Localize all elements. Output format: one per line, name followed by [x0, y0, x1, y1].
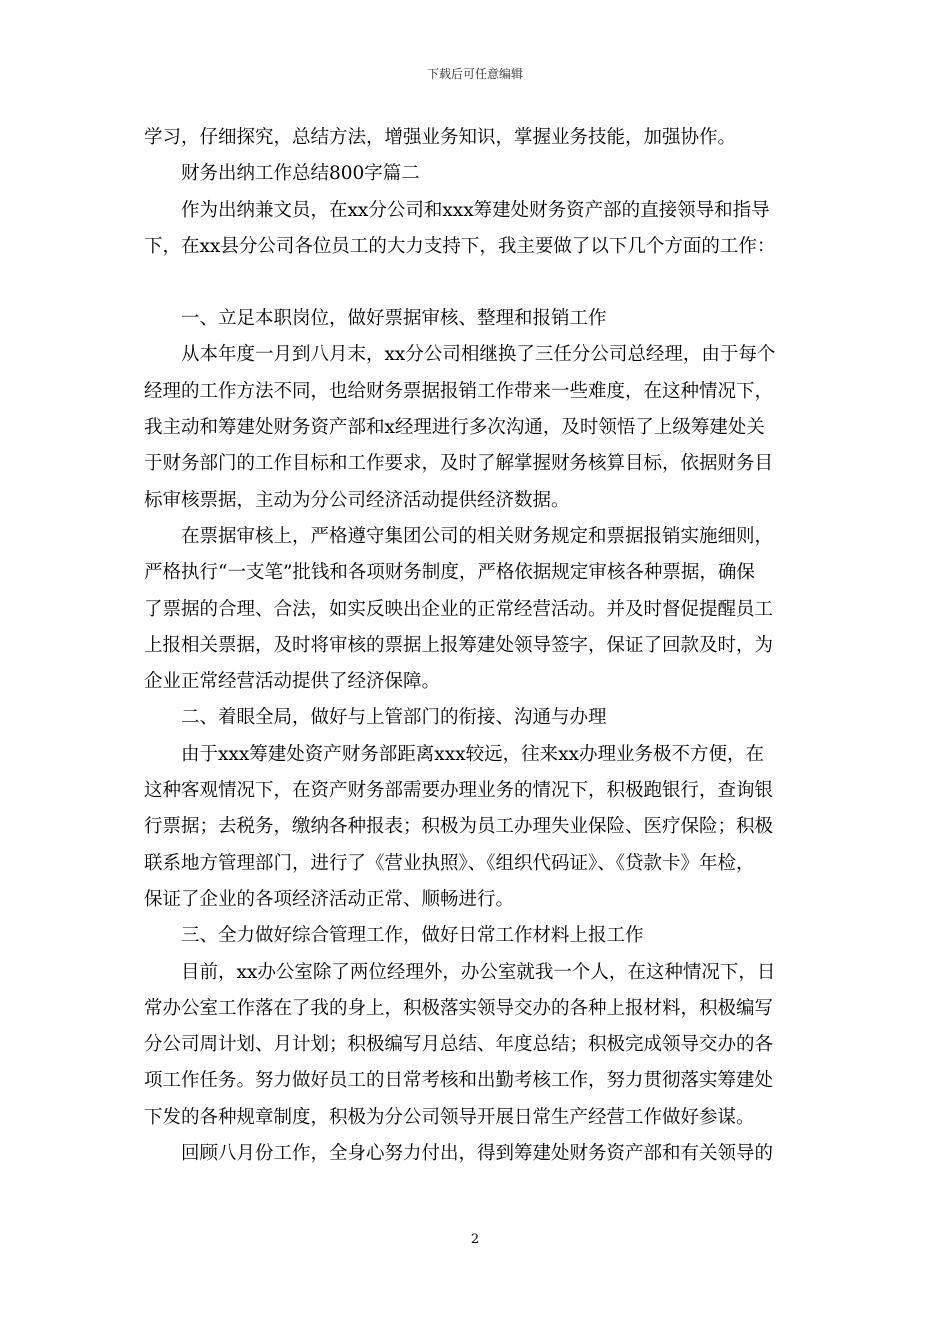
body-line: 行票据；去税务，缴纳各种报表；积极为员工办理失业保险、医疗保险；积极: [144, 816, 774, 838]
body-line: 下发的各种规章制度，积极为分公司领导开展日常生产经营工作做好参谋。: [144, 1106, 755, 1128]
section-heading: 二、着眼全局，做好与上管部门的衔接、沟通与办理: [181, 707, 607, 729]
body-line: 从本年度一月到八月末，xx分公司相继换了三任分公司总经理，由于每个: [181, 344, 776, 366]
document-body: [144, 120, 816, 1172]
body-line: 经理的工作方法不同，也给财务票据报销工作带来一些难度，在这种情况下，: [144, 380, 774, 402]
body-line: 在票据审核上，严格遵守集团公司的相关财务规定和票据报销实施细则，: [181, 525, 774, 547]
body-line: 严格执行“一支笔”批钱和各项财务制度，严格依据规定审核各种票据，确保: [144, 562, 755, 584]
body-line: 标审核票据，主动为分公司经济活动提供经济数据。: [144, 489, 570, 511]
body-line: 学习，仔细探究，总结方法，增强业务知识，掌握业务技能，加强协作。: [144, 127, 737, 148]
body-line: 作为出纳兼文员，在xx分公司和xxx筹建处财务资产部的直接领导和指导: [181, 199, 770, 221]
page-number: 2: [470, 1232, 480, 1247]
blank-line: [144, 265, 816, 301]
body-line: 保证了企业的各项经济活动正常、顺畅进行。: [144, 888, 515, 910]
body-line: 联系地方管理部门，进行了《营业执照》、《组织代码证》、《贷款卡》年检，: [144, 852, 755, 874]
body-line: 企业正常经营活动提供了经济保障。: [144, 671, 441, 693]
body-line: 项工作任务。努力做好员工的日常考核和出勤考核工作，努力贯彻落实筹建处: [144, 1070, 774, 1092]
section-heading: 一、立足本职岗位，做好票据审核、整理和报销工作: [181, 308, 607, 330]
section-heading: 三、全力做好综合管理工作，做好日常工作材料上报工作: [181, 925, 644, 947]
body-line: 下，在xx县分公司各位员工的大力支持下，我主要做了以下几个方面的工作：: [144, 235, 776, 257]
section-title: 财务出纳工作总结800字篇二: [181, 163, 420, 185]
body-line: 我主动和筹建处财务资产部和x经理进行多次沟通，及时领悟了上级筹建处关: [144, 417, 765, 439]
body-line: 于财务部门的工作目标和工作要求，及时了解掌握财务核算目标，依据财务目: [144, 453, 774, 475]
body-line: 了票据的合理、合法，如实反映出企业的正常经营活动。并及时督促提醒员工: [144, 598, 774, 620]
body-line: 由于xxx筹建处资产财务部距离xxx较远，往来xx办理业务极不方便，在: [181, 743, 764, 765]
page-header: 下载后可任意编辑: [426, 67, 523, 81]
body-line: 这种客观情况下，在资产财务部需要办理业务的情况下，积极跑银行，查询银: [144, 780, 774, 802]
body-line: 分公司周计划、月计划；积极编写月总结、年度总结；积极完成领导交办的各: [144, 1034, 774, 1056]
body-line: 常办公室工作落在了我的身上，积极落实领导交办的各种上报材料，积极编写: [144, 997, 774, 1019]
body-line: 回顾八月份工作，全身心努力付出，得到筹建处财务资产部和有关领导的: [181, 1143, 774, 1165]
body-line: 目前，xx办公室除了两位经理外，办公室就我一个人，在这种情况下，日: [181, 961, 776, 983]
body-line: 上报相关票据，及时将审核的票据上报筹建处领导签字，保证了回款及时，为: [144, 634, 774, 656]
